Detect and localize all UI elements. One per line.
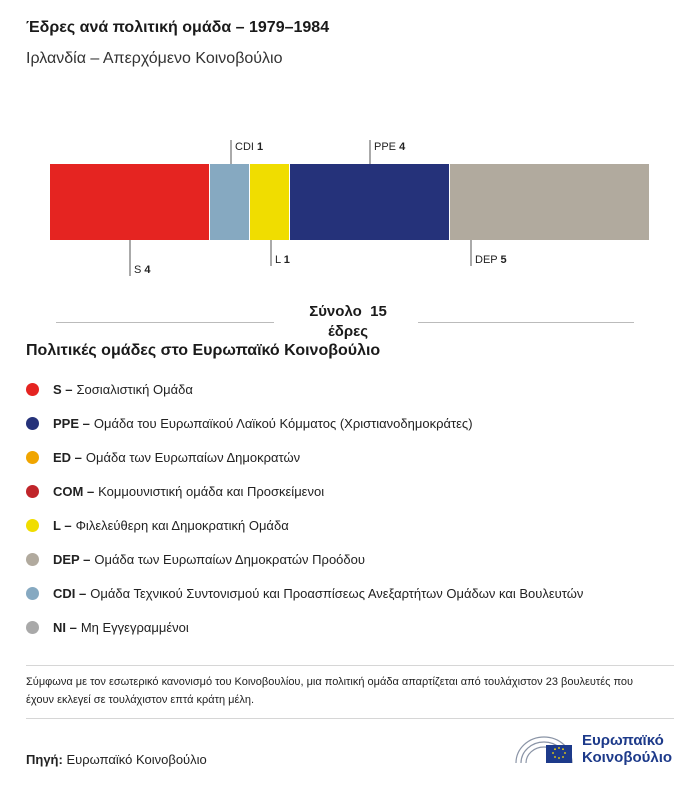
legend-abbr: ED – xyxy=(53,449,82,465)
logo-line-1: Ευρωπαϊκό xyxy=(582,732,664,749)
legend-name: Ομάδα του Ευρωπαϊκού Λαϊκού Κόμματος (Χριστιανοδημοκράτες) xyxy=(93,415,473,431)
legend-abbr: COM – xyxy=(53,483,95,499)
legend-name: Φιλελεύθερη και Δημοκρατική Ομάδα xyxy=(75,517,289,533)
chart-title: Έδρες ανά πολιτική ομάδα – 1979–1984 xyxy=(26,19,330,36)
total-value: 15 xyxy=(370,303,387,320)
total-divider-left xyxy=(56,322,274,323)
total-unit: έδρες xyxy=(327,323,369,340)
legend-abbr: L – xyxy=(53,517,72,533)
legend-dot-icon xyxy=(26,621,39,634)
legend-abbr: PPE – xyxy=(53,415,90,431)
ep-logo xyxy=(512,727,682,771)
total-divider-right xyxy=(418,322,634,323)
seat-bar-chart xyxy=(0,130,700,290)
legend-name: Μη Εγγεγραμμένοι xyxy=(80,619,189,635)
legend-abbr: S – xyxy=(53,381,73,397)
total-word: Σύνολο xyxy=(309,303,362,320)
bar-segment-cdi xyxy=(210,164,249,240)
legend-item xyxy=(26,610,583,644)
source-value: Ευρωπαϊκό Κοινοβούλιο xyxy=(66,752,207,767)
total-label xyxy=(278,302,418,342)
legend-name: Ομάδα Τεχνικού Συντονισμού και Προασπίσεως Ανεξαρτήτων Ομάδων και Βουλευτών xyxy=(90,585,584,601)
legend-item xyxy=(26,508,583,542)
bar-segment-s xyxy=(50,164,209,240)
logo-line-2: Κοινοβούλιο xyxy=(582,749,673,766)
legend-item xyxy=(26,542,583,576)
legend-name: Ομάδα των Ευρωπαίων Δημοκρατών Προόδου xyxy=(94,551,365,567)
legend-name: Σοσιαλιστική Ομάδα xyxy=(76,381,193,397)
legend-dot-icon xyxy=(26,587,39,600)
legend-abbr: CDI – xyxy=(53,585,87,601)
legend-item xyxy=(26,406,583,440)
legend-dot-icon xyxy=(26,553,39,566)
legend-dot-icon xyxy=(26,519,39,532)
eu-parliament-hemicycle-icon xyxy=(512,729,576,769)
legend-title: Πολιτικές ομάδες στο Ευρωπαϊκό Κοινοβούλιο xyxy=(26,342,381,359)
chart-subtitle: Ιρλανδία – Απερχόμενο Κοινοβούλιο xyxy=(26,50,283,67)
legend-dot-icon xyxy=(26,417,39,430)
legend-dot-icon xyxy=(26,383,39,396)
legend-item xyxy=(26,576,583,610)
bar-label-l: L 1 xyxy=(275,254,290,266)
bar-segment-ppe xyxy=(290,164,449,240)
legend-dot-icon xyxy=(26,451,39,464)
divider-top xyxy=(26,665,674,666)
total-seats xyxy=(0,300,700,346)
legend-item xyxy=(26,372,583,406)
source xyxy=(26,752,207,767)
legend-name: Κομμουνιστική ομάδα και Προσκείμενοι xyxy=(98,483,325,499)
legend-name: Ομάδα των Ευρωπαίων Δημοκρατών xyxy=(85,449,301,465)
divider-bottom xyxy=(26,718,674,719)
bar-label-cdi: CDI 1 xyxy=(235,141,264,153)
footnote: Σύμφωνα με τον εσωτερικό κανονισμό του Κοινοβουλίου, μια πολιτική ομάδα απαρτίζεται από τουλάχιστον 23 βουλευτές που έχουν εκλεγεί σε τουλάχιστον επτά κράτη μέλη. xyxy=(26,676,634,706)
bar-label-ppe: PPE 4 xyxy=(374,141,406,153)
legend-abbr: NI – xyxy=(53,619,77,635)
source-label: Πηγή: xyxy=(26,752,63,767)
legend-item xyxy=(26,440,583,474)
legend xyxy=(26,372,583,644)
legend-abbr: DEP – xyxy=(53,551,91,567)
legend-dot-icon xyxy=(26,485,39,498)
ep-logo-text xyxy=(582,732,672,766)
bar-label-s: S 4 xyxy=(134,264,151,276)
bar-segment-l xyxy=(250,164,289,240)
bar-segment-dep xyxy=(450,164,649,240)
legend-item xyxy=(26,474,583,508)
bar-label-dep: DEP 5 xyxy=(475,254,507,266)
